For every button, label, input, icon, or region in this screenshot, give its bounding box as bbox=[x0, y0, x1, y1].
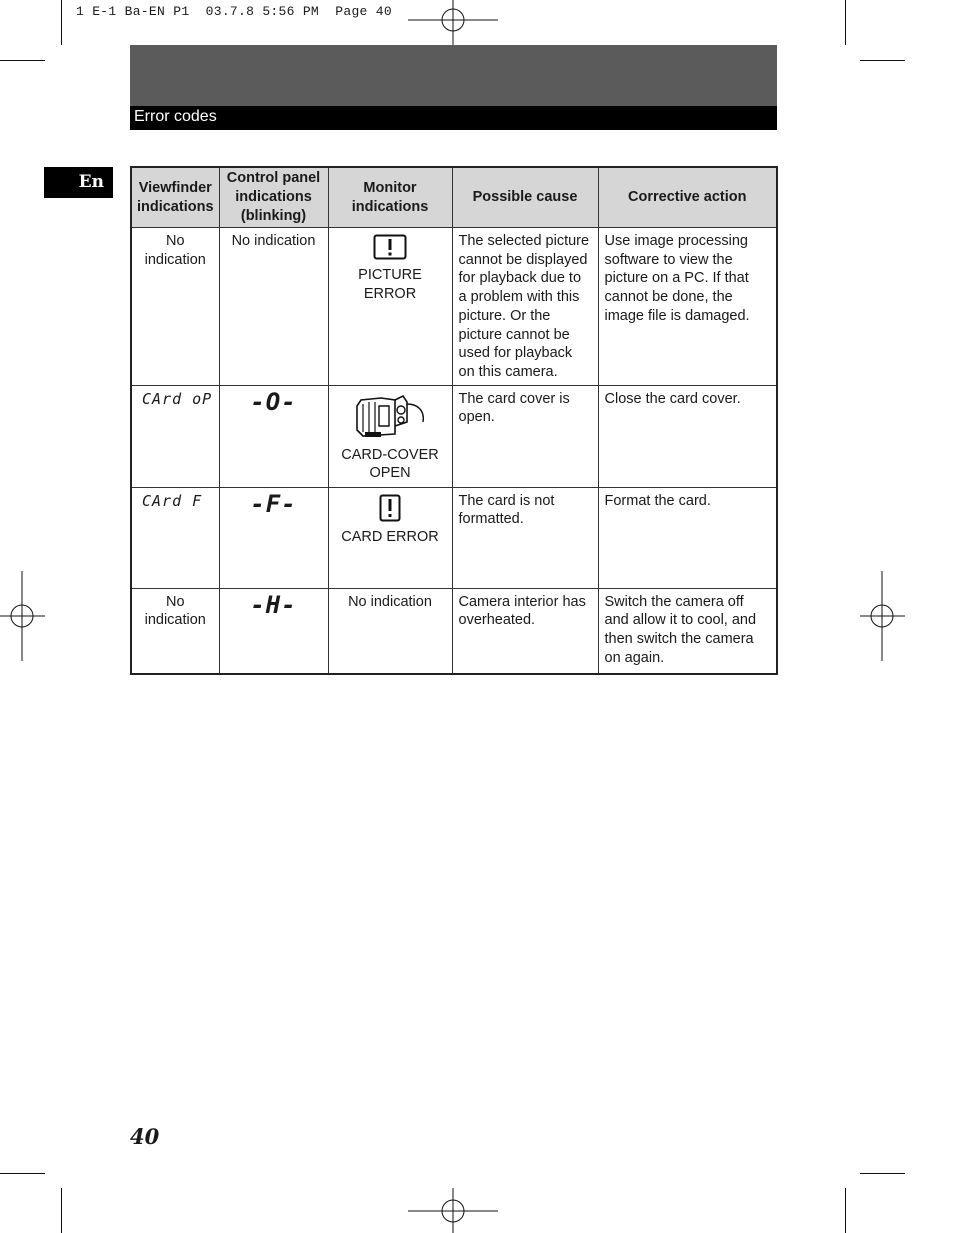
viewfinder-cell: No indication bbox=[131, 588, 219, 674]
viewfinder-segment-display: CArd F bbox=[142, 491, 203, 510]
section-title: Error codes bbox=[134, 108, 217, 125]
possible-cause-cell: The selected picture cannot be displayed for playback due to a problem with this picture. Or the picture cannot be used for playback on this camera. bbox=[452, 228, 598, 386]
viewfinder-cell bbox=[131, 385, 219, 487]
monitor-message: PICTURE ERROR bbox=[358, 267, 422, 302]
corrective-action-cell: Format the card. bbox=[598, 487, 777, 588]
monitor-message: CARD-COVER OPEN bbox=[341, 446, 439, 482]
monitor-cell bbox=[328, 228, 452, 386]
crop-mark bbox=[845, 1188, 846, 1233]
column-header-corrective-action: Corrective action bbox=[598, 167, 777, 228]
crop-mark bbox=[0, 60, 45, 61]
language-tab-label: En bbox=[78, 172, 104, 192]
registration-mark-left bbox=[0, 571, 45, 661]
control-panel-cell: No indication bbox=[219, 228, 328, 386]
corrective-action-cell: Close the card cover. bbox=[598, 385, 777, 487]
registration-mark-top bbox=[408, 0, 498, 45]
registration-mark-bottom bbox=[408, 1188, 498, 1233]
column-header-viewfinder: Viewfinder indications bbox=[131, 167, 219, 228]
possible-cause-cell: Camera interior has overheated. bbox=[452, 588, 598, 674]
crop-mark bbox=[0, 1173, 45, 1174]
control-panel-cell bbox=[219, 588, 328, 674]
monitor-cell bbox=[328, 385, 452, 487]
column-header-monitor: Monitor indications bbox=[328, 167, 452, 228]
control-panel-segment-display: -H- bbox=[250, 590, 297, 619]
registration-mark-right bbox=[860, 571, 905, 661]
crop-mark bbox=[61, 1188, 62, 1233]
error-codes-table bbox=[130, 166, 778, 675]
exclamation-box-icon bbox=[373, 234, 407, 260]
control-panel-segment-display: -O- bbox=[250, 387, 297, 416]
page-number: 40 bbox=[130, 1124, 160, 1149]
control-panel-cell bbox=[219, 487, 328, 588]
column-header-possible-cause: Possible cause bbox=[452, 167, 598, 228]
crop-mark bbox=[860, 1173, 905, 1174]
table-row bbox=[131, 487, 777, 588]
crop-mark bbox=[860, 60, 905, 61]
table-row bbox=[131, 228, 777, 386]
card-cover-open-icon bbox=[351, 392, 429, 440]
crop-mark bbox=[845, 0, 846, 45]
viewfinder-cell: No indication bbox=[131, 228, 219, 386]
print-slug: 1 E-1 Ba-EN P1 03.7.8 5:56 PM Page 40 bbox=[76, 4, 392, 19]
table-header-row bbox=[131, 167, 777, 228]
possible-cause-cell: The card is not formatted. bbox=[452, 487, 598, 588]
corrective-action-cell: Use image processing software to view the picture on a PC. If that cannot be done, the image file is damaged. bbox=[598, 228, 777, 386]
corrective-action-cell: Switch the camera off and allow it to cool, and then switch the camera on again. bbox=[598, 588, 777, 674]
column-header-control-panel: Control panel indications (blinking) bbox=[219, 167, 328, 228]
control-panel-segment-display: -F- bbox=[250, 489, 297, 518]
section-title-bar bbox=[130, 106, 777, 130]
table-row bbox=[131, 588, 777, 674]
possible-cause-cell: The card cover is open. bbox=[452, 385, 598, 487]
viewfinder-segment-display: CArd oP bbox=[142, 389, 213, 408]
crop-mark bbox=[61, 0, 62, 45]
monitor-cell: No indication bbox=[328, 588, 452, 674]
table-row bbox=[131, 385, 777, 487]
viewfinder-cell bbox=[131, 487, 219, 588]
monitor-message: CARD ERROR bbox=[341, 528, 439, 545]
monitor-cell bbox=[328, 487, 452, 588]
exclamation-box-icon bbox=[379, 494, 401, 522]
control-panel-cell bbox=[219, 385, 328, 487]
